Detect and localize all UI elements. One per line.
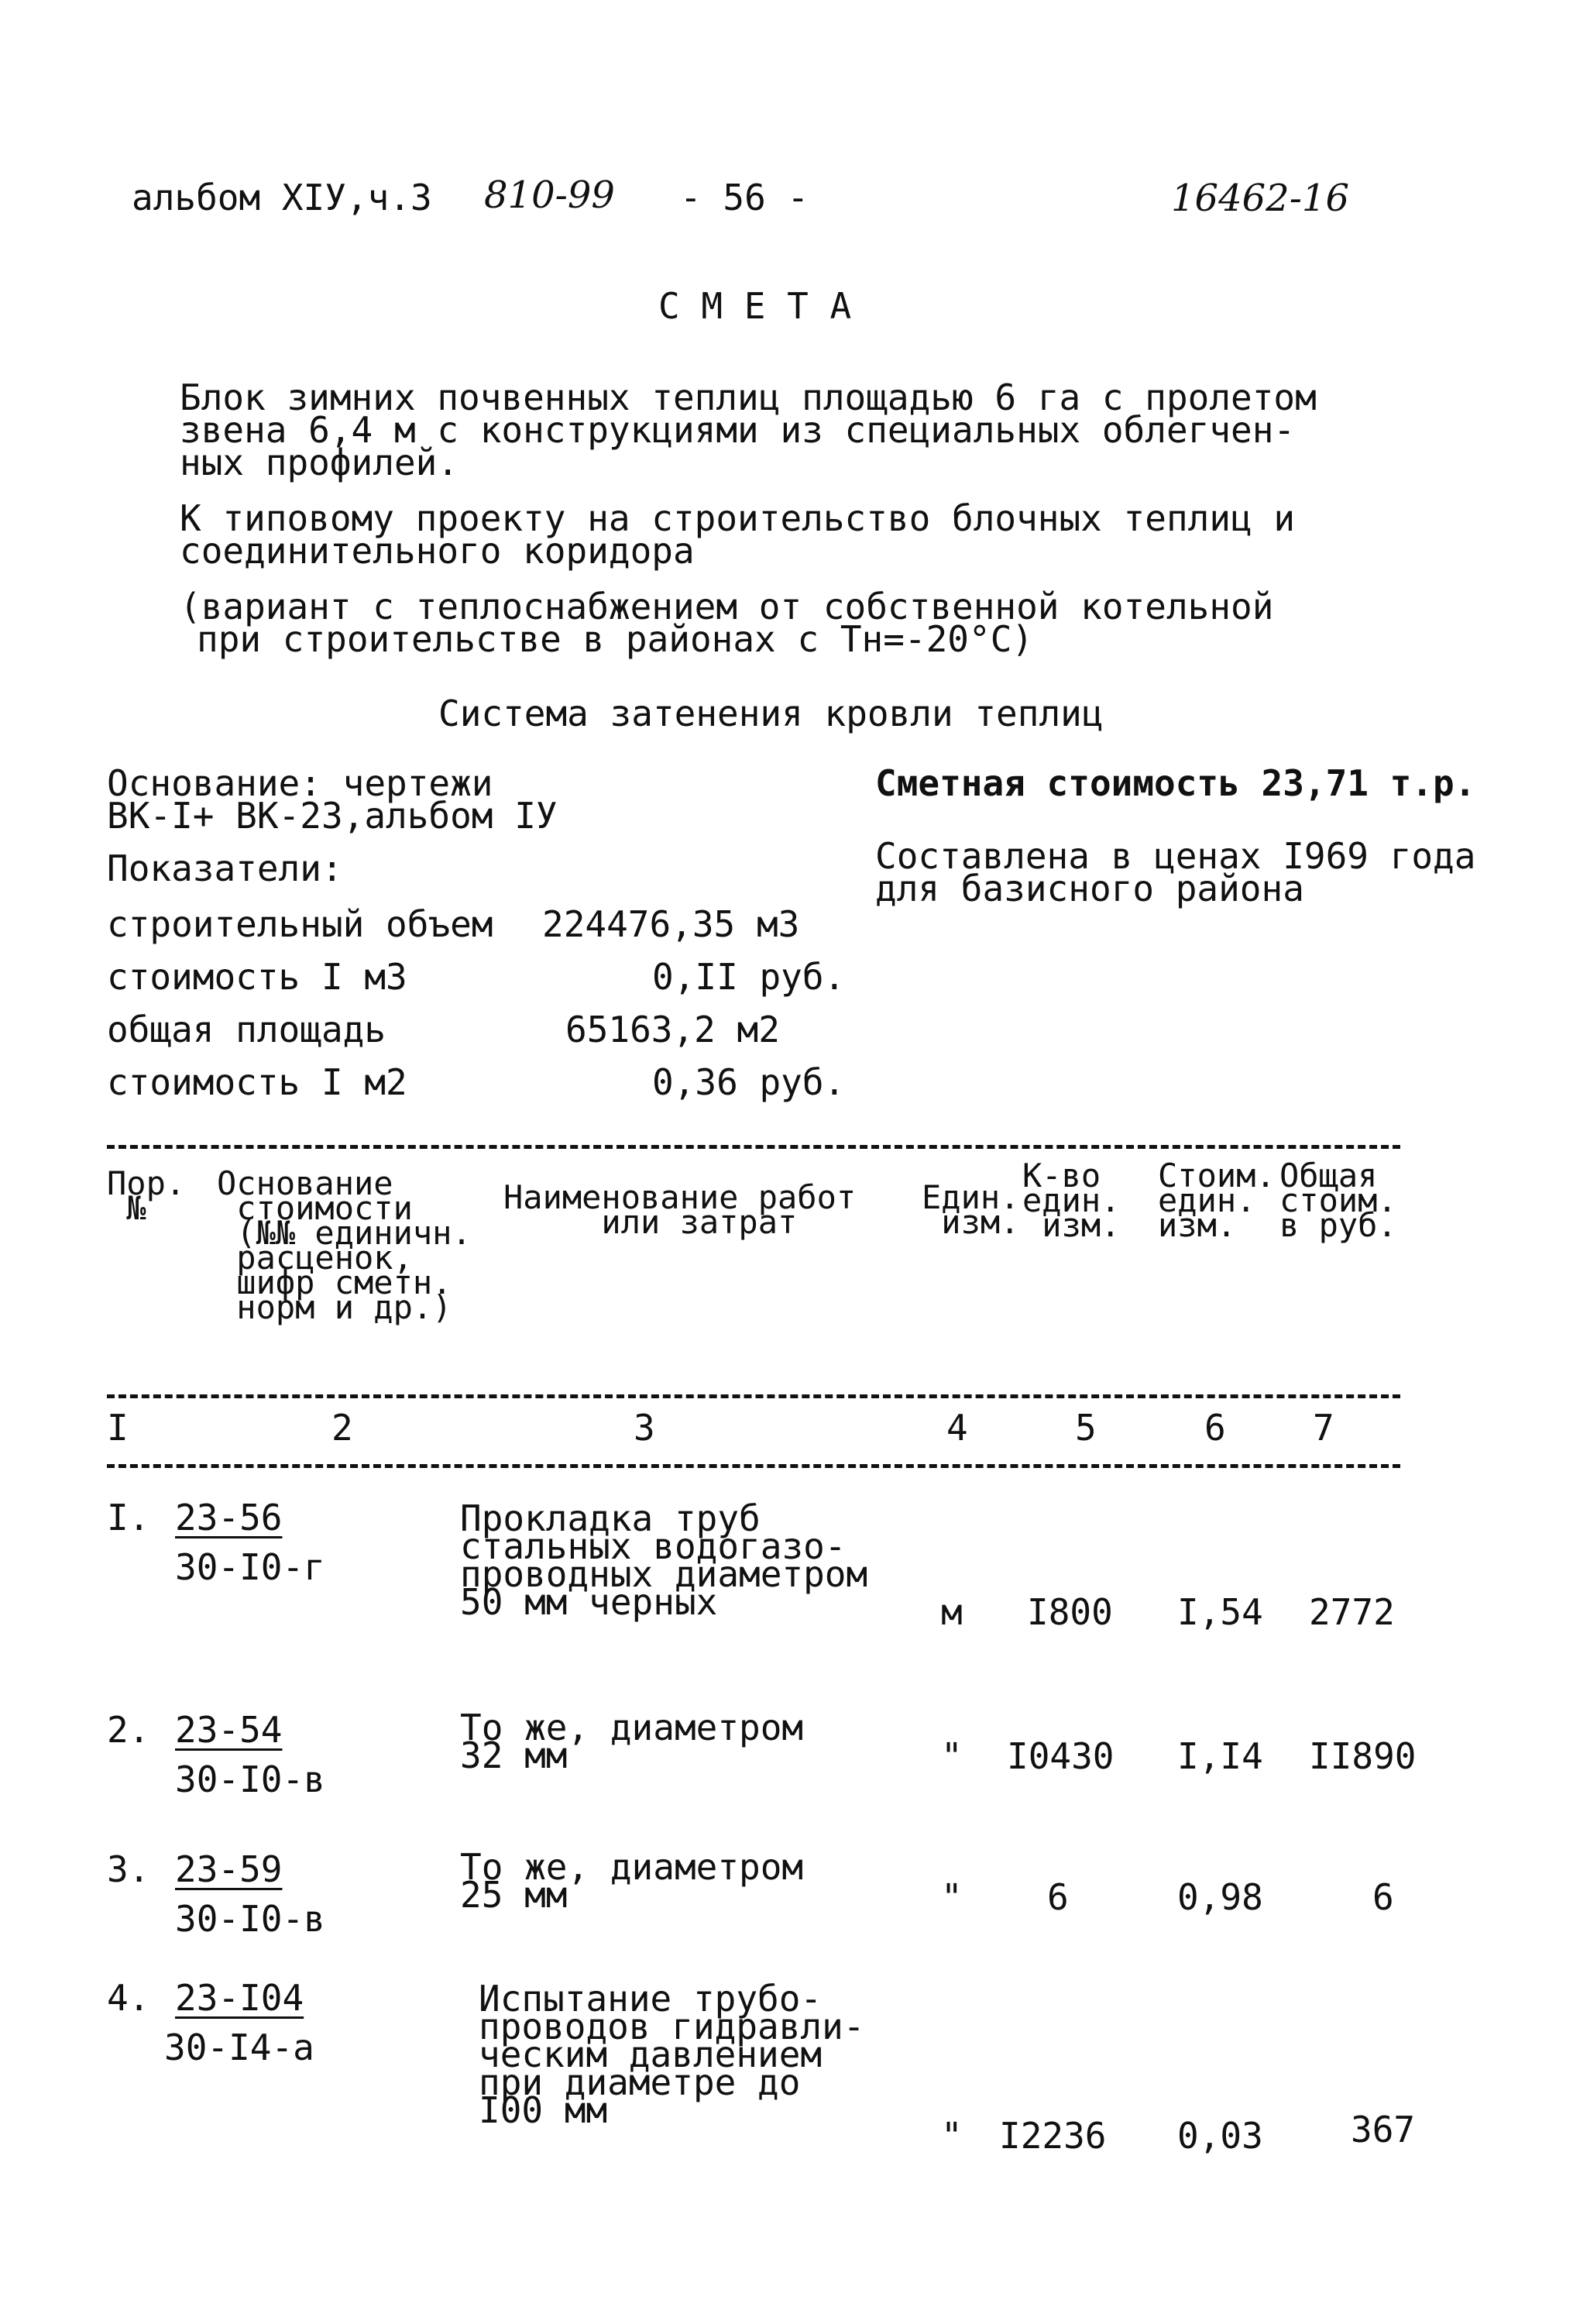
- row-unit-price: I,I4: [1177, 1735, 1263, 1777]
- row-norm-code: 30-I0-в: [175, 1758, 325, 1800]
- header-bottom-rule: [107, 1394, 1400, 1398]
- basis-label: Основание: чертежи: [107, 762, 493, 804]
- row-unit-price: 0,03: [1177, 2115, 1263, 2157]
- row-work-name: Испытание трубо- проводов гидравли- ческим давлением при диаметре до I00 мм: [479, 1978, 865, 2131]
- row-total: 367: [1351, 2109, 1416, 2150]
- row-unit-price: I,54: [1177, 1591, 1263, 1633]
- intro-line-1: Блок зимних почвенных теплиц площадью 6 га с пролетом: [180, 376, 1317, 418]
- cost-per-m3-value: 0,II руб.: [652, 956, 846, 998]
- intro-line-4: К типовому проекту на строительство блочных теплиц и: [180, 497, 1296, 539]
- row-total: 6: [1372, 1876, 1394, 1918]
- col-number-6: 6: [1204, 1407, 1226, 1449]
- prices-line-1: Составлена в ценах I969 года: [875, 835, 1476, 877]
- row-rate-code: 23-54: [175, 1709, 283, 1751]
- row-norm-code: 30-I0-г: [175, 1546, 325, 1588]
- prices-line-2: для базисного района: [875, 868, 1304, 909]
- intro-line-5: соединительного коридора: [180, 530, 695, 572]
- area-value: 65163,2 м2: [565, 1009, 780, 1050]
- volume-value: 224476,35 м3: [542, 903, 800, 945]
- row-total: 2772: [1309, 1591, 1395, 1633]
- row-unit: ": [941, 1876, 963, 1918]
- estimated-cost: Сметная стоимость 23,71 т.р.: [875, 762, 1476, 804]
- basis-drawings: ВК-I+ ВК-23,альбом IУ: [107, 795, 558, 837]
- col-number-4: 4: [946, 1407, 968, 1449]
- row-total: II890: [1309, 1735, 1417, 1777]
- intro-line-6: (вариант с теплоснабжением от собственной котельной: [180, 586, 1274, 627]
- table-top-rule: [107, 1145, 1400, 1149]
- row-quantity: I2236: [999, 2115, 1107, 2157]
- column-numbers-rule: [107, 1464, 1400, 1468]
- volume-label: строительный объем: [107, 903, 493, 945]
- row-quantity: I800: [1027, 1591, 1113, 1633]
- header-col-name: Наименование работ или затрат: [503, 1178, 857, 1241]
- intro-line-2: звена 6,4 м с конструкциями из специальных облегчен-: [180, 409, 1296, 451]
- row-number: 2.: [107, 1709, 150, 1751]
- row-rate-code: 23-I04: [175, 1977, 304, 2019]
- section-title: Система затенения кровли теплиц: [438, 693, 1104, 734]
- row-quantity: I0430: [1007, 1735, 1114, 1777]
- row-unit: ": [941, 1735, 963, 1777]
- col-number-7: 7: [1313, 1407, 1334, 1449]
- col-number-3: 3: [634, 1407, 655, 1449]
- row-rate-code: 23-56: [175, 1497, 283, 1538]
- header-col-unit-price: Стоим. един. изм.: [1158, 1157, 1276, 1244]
- row-norm-code: 30-I0-в: [175, 1898, 325, 1940]
- row-work-name: Прокладка труб стальных водогазо- проводных диаметром 50 мм черных: [460, 1497, 868, 1623]
- row-number: I.: [107, 1497, 150, 1538]
- header-col-number: Пор. №: [107, 1164, 186, 1227]
- col-number-5: 5: [1075, 1407, 1097, 1449]
- header-col-unit: Един. изм.: [922, 1178, 1020, 1241]
- cost-per-m2-value: 0,36 руб.: [652, 1061, 846, 1103]
- cost-per-m3-label: стоимость I м3: [107, 956, 407, 998]
- row-work-name: То же, диаметром 25 мм: [460, 1846, 804, 1916]
- intro-line-7: при строительстве в районах с Тн=-20°С): [197, 618, 1034, 660]
- album-reference: альбом ХIУ,ч.3: [132, 177, 432, 218]
- row-quantity: 6: [1047, 1876, 1069, 1918]
- header-col-quantity: К-во един. изм.: [1022, 1157, 1121, 1244]
- intro-line-3: ных профилей.: [180, 442, 459, 483]
- row-unit-price: 0,98: [1177, 1876, 1263, 1918]
- cost-per-m2-label: стоимость I м2: [107, 1061, 407, 1103]
- document-title: С М Е Т А: [658, 285, 852, 327]
- page-number: - 56 -: [680, 177, 809, 218]
- project-code: 810-99: [484, 174, 615, 217]
- row-number: 4.: [107, 1977, 150, 2019]
- row-unit: ": [941, 2115, 963, 2157]
- row-rate-code: 23-59: [175, 1848, 283, 1890]
- row-unit: м: [941, 1591, 963, 1633]
- indicators-label: Показатели:: [107, 847, 343, 889]
- row-norm-code: 30-I4-а: [164, 2027, 314, 2068]
- col-number-1: I: [107, 1407, 129, 1449]
- document-number: 16462-16: [1171, 177, 1349, 220]
- header-col-total: Общая стоим. в руб.: [1279, 1157, 1397, 1244]
- row-number: 3.: [107, 1848, 150, 1890]
- row-work-name: То же, диаметром 32 мм: [460, 1707, 804, 1776]
- area-label: общая площадь: [107, 1009, 386, 1050]
- col-number-2: 2: [331, 1407, 353, 1449]
- header-col-basis: Основание стоимости (№№ единичн. расценок, шифр сметн. норм и др.): [217, 1164, 472, 1326]
